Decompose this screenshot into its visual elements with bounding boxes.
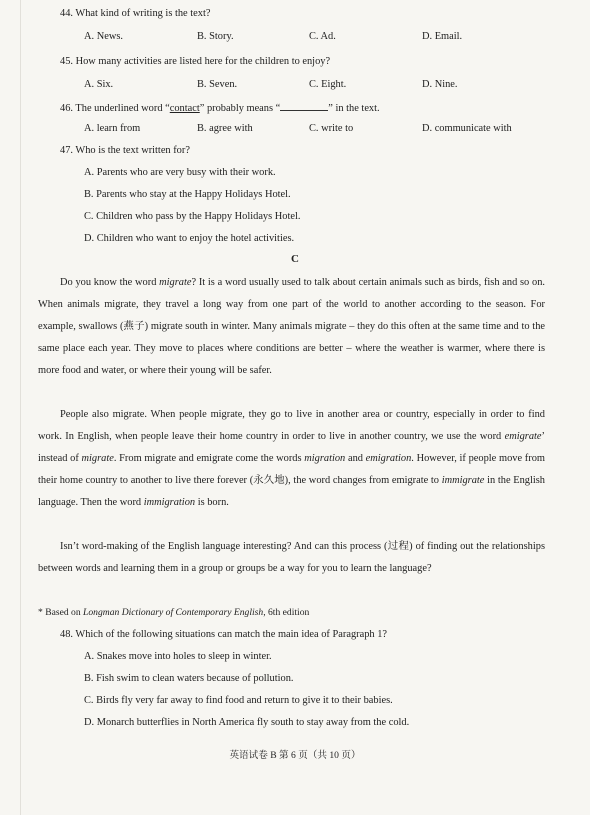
q45-option-c[interactable]: C. Eight. (309, 79, 347, 90)
q48-option-c[interactable]: C. Birds fly very far away to find food and return to give it to their babies. (84, 695, 393, 706)
question-44-stem: 44. What kind of writing is the text? (60, 8, 211, 19)
q47-option-a[interactable]: A. Parents who are very busy with their work. (84, 167, 276, 178)
passage-paragraph-2 (38, 404, 545, 514)
p1-term: migrate (159, 277, 192, 288)
question-46-stem (60, 101, 380, 114)
q44-option-a[interactable]: A. News. (84, 31, 123, 42)
question-44-options (84, 31, 564, 45)
q46-stem-part: ” probably means “ (199, 103, 281, 114)
q47-option-d[interactable]: D. Children who want to enjoy the hotel activities. (84, 233, 295, 244)
source-text: * Based on (38, 607, 84, 618)
q46-answer-blank (280, 101, 328, 111)
section-label: C (291, 253, 299, 265)
p2-term: migrate (81, 453, 114, 464)
binding-margin-line (20, 0, 21, 815)
q46-stem-part: ” in the text. (328, 103, 380, 114)
p2-term: emigrate (504, 431, 542, 442)
p2-term: immigrate (441, 475, 485, 486)
question-45-options (84, 79, 564, 93)
p1-text: Do you know the word (60, 277, 160, 288)
q48-option-a[interactable]: A. Snakes move into holes to sleep in winter. (84, 651, 272, 662)
q46-option-c[interactable]: C. write to (309, 123, 354, 134)
p2-term: immigration (143, 497, 196, 508)
p1-text: ? It is a word usually used to talk about certain animals such as birds, fish and so on. When animals migrate, they travel a long way from one part of the world to another according to the season. For example, swallows (燕子) migrate south in winter. Many animals migrate – they do this often at the same time and to the same place each year. They move to places where conditions are better – where the weather is warmer, where there is more food and water, or where their young will be safer. (38, 277, 545, 376)
q46-stem-part: 46. The underlined word “ (60, 103, 170, 114)
q44-option-b[interactable]: B. Story. (197, 31, 234, 42)
question-48-stem: 48. Which of the following situations can match the main idea of Paragraph 1? (60, 629, 388, 640)
q45-option-b[interactable]: B. Seven. (197, 79, 238, 90)
q44-option-c[interactable]: C. Ad. (309, 31, 336, 42)
p2-text: People also migrate. When people migrate, they go to live in another area or country, especially in order to find work. In English, when people leave their home country in order to live in another country, we use the word (38, 409, 545, 442)
source-title: Longman Dictionary of Contemporary English (83, 607, 264, 618)
q46-underlined-word: contact (169, 103, 200, 114)
q45-option-d[interactable]: D. Nine. (422, 79, 458, 90)
p2-term: migration (304, 453, 346, 464)
question-47-stem: 47. Who is the text written for? (60, 145, 190, 156)
source-text: , 6th edition (263, 607, 310, 618)
p2-text: in the English language. Then the word (38, 475, 545, 508)
q44-option-d[interactable]: D. Email. (422, 31, 463, 42)
p2-text: . From migrate and emigrate come the words (113, 453, 305, 464)
page-footer: 英语试卷 B 第 6 页（共 10 页） (229, 750, 361, 761)
q46-option-a[interactable]: A. learn from (84, 123, 141, 134)
p2-text: . However, if people move from their home country to another to live there forever (永久地), the word changes from emigrate to (38, 453, 545, 486)
q46-option-b[interactable]: B. agree with (197, 123, 253, 134)
q47-option-c[interactable]: C. Children who pass by the Happy Holidays Hotel. (84, 211, 301, 222)
passage-source-note (38, 607, 309, 618)
q48-option-b[interactable]: B. Fish swim to clean waters because of pollution. (84, 673, 294, 684)
p2-text: and (345, 453, 366, 464)
passage-paragraph-1 (38, 272, 545, 382)
question-45-stem: 45. How many activities are listed here for the children to enjoy? (60, 56, 331, 67)
q46-option-d[interactable]: D. communicate with (422, 123, 512, 134)
question-46-options (84, 123, 564, 137)
q48-option-d[interactable]: D. Monarch butterflies in North America fly south to stay away from the cold. (84, 717, 410, 728)
passage-paragraph-3: Isn’t word-making of the English language interesting? And can this process (过程) of finding out the relationships between words and learning them in a group or groups be a way for you to learn the language? (38, 541, 545, 574)
q45-option-a[interactable]: A. Six. (84, 79, 114, 90)
q47-option-b[interactable]: B. Parents who stay at the Happy Holidays Hotel. (84, 189, 291, 200)
p2-text: ’ instead of (38, 431, 545, 464)
p2-text: is born. (195, 497, 229, 508)
p2-term: emigration (365, 453, 412, 464)
